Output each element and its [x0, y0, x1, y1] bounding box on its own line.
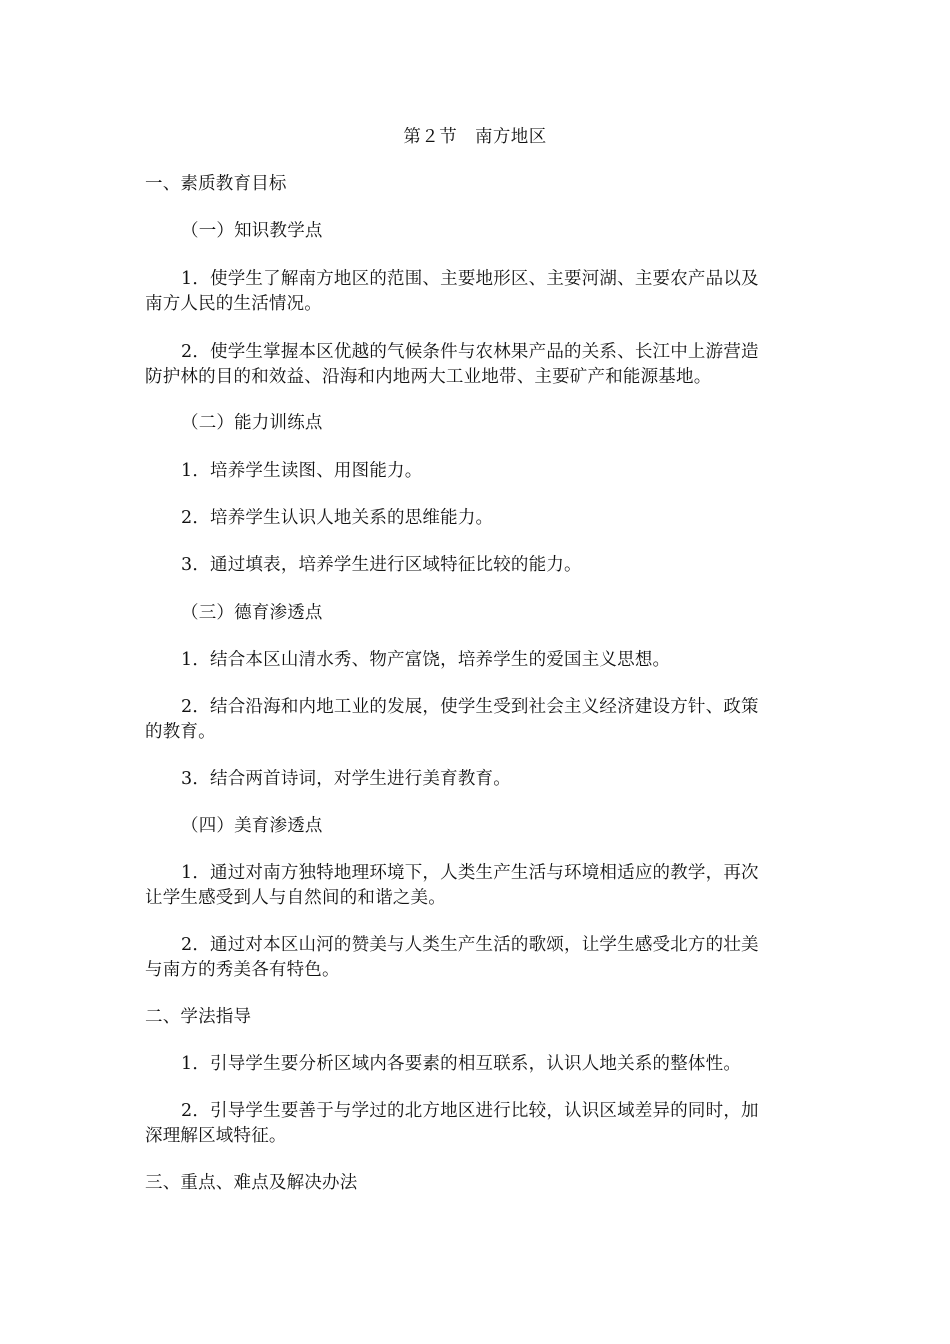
- paragraph-line: 南方人民的生活情况。: [145, 294, 322, 314]
- paragraph-line: 2．通过对本区山河的赞美与人类生产生活的歌颂，让学生感受北方的壮美: [181, 935, 759, 955]
- section-heading-method: 二、学法指导: [145, 1007, 252, 1027]
- paragraph-line: 3．结合两首诗词，对学生进行美育教育。: [181, 769, 511, 789]
- subheading-aesthetic: （四）美育渗透点: [181, 816, 323, 836]
- paragraph-line: 防护林的目的和效益、沿海和内地两大工业地带、主要矿产和能源基地。: [145, 367, 712, 387]
- paragraph-line: 深理解区域特征。: [145, 1126, 287, 1146]
- paragraph-line: 2．引导学生要善于与学过的北方地区进行比较，认识区域差异的同时，加: [181, 1101, 759, 1121]
- paragraph-line: 2．结合沿海和内地工业的发展，使学生受到社会主义经济建设方针、政策: [181, 697, 759, 717]
- subheading-moral: （三）德育渗透点: [181, 603, 323, 623]
- subheading-knowledge: （一）知识教学点: [181, 221, 323, 241]
- paragraph-line: 1．引导学生要分析区域内各要素的相互联系，认识人地关系的整体性。: [181, 1054, 742, 1074]
- section-heading-keypoints: 三、重点、难点及解决办法: [145, 1173, 358, 1193]
- paragraph-line: 1．通过对南方独特地理环境下，人类生产生活与环境相适应的教学，再次: [181, 863, 759, 883]
- paragraph-line: 2．使学生掌握本区优越的气候条件与农林果产品的关系、长江中上游营造: [181, 342, 759, 362]
- paragraph-line: 1．使学生了解南方地区的范围、主要地形区、主要河湖、主要农产品以及: [181, 269, 759, 289]
- paragraph-line: 3．通过填表，培养学生进行区域特征比较的能力。: [181, 555, 582, 575]
- section-heading-goals: 一、素质教育目标: [145, 174, 287, 194]
- paragraph-line: 1．培养学生读图、用图能力。: [181, 461, 423, 481]
- page-title: 第２节 南方地区: [403, 127, 547, 147]
- subheading-ability: （二）能力训练点: [181, 413, 323, 433]
- paragraph-line: 的教育。: [145, 722, 216, 742]
- paragraph-line: 2．培养学生认识人地关系的思维能力。: [181, 508, 494, 528]
- paragraph-line: 1．结合本区山清水秀、物产富饶，培养学生的爱国主义思想。: [181, 650, 671, 670]
- paragraph-line: 让学生感受到人与自然间的和谐之美。: [145, 888, 446, 908]
- paragraph-line: 与南方的秀美各有特色。: [145, 960, 340, 980]
